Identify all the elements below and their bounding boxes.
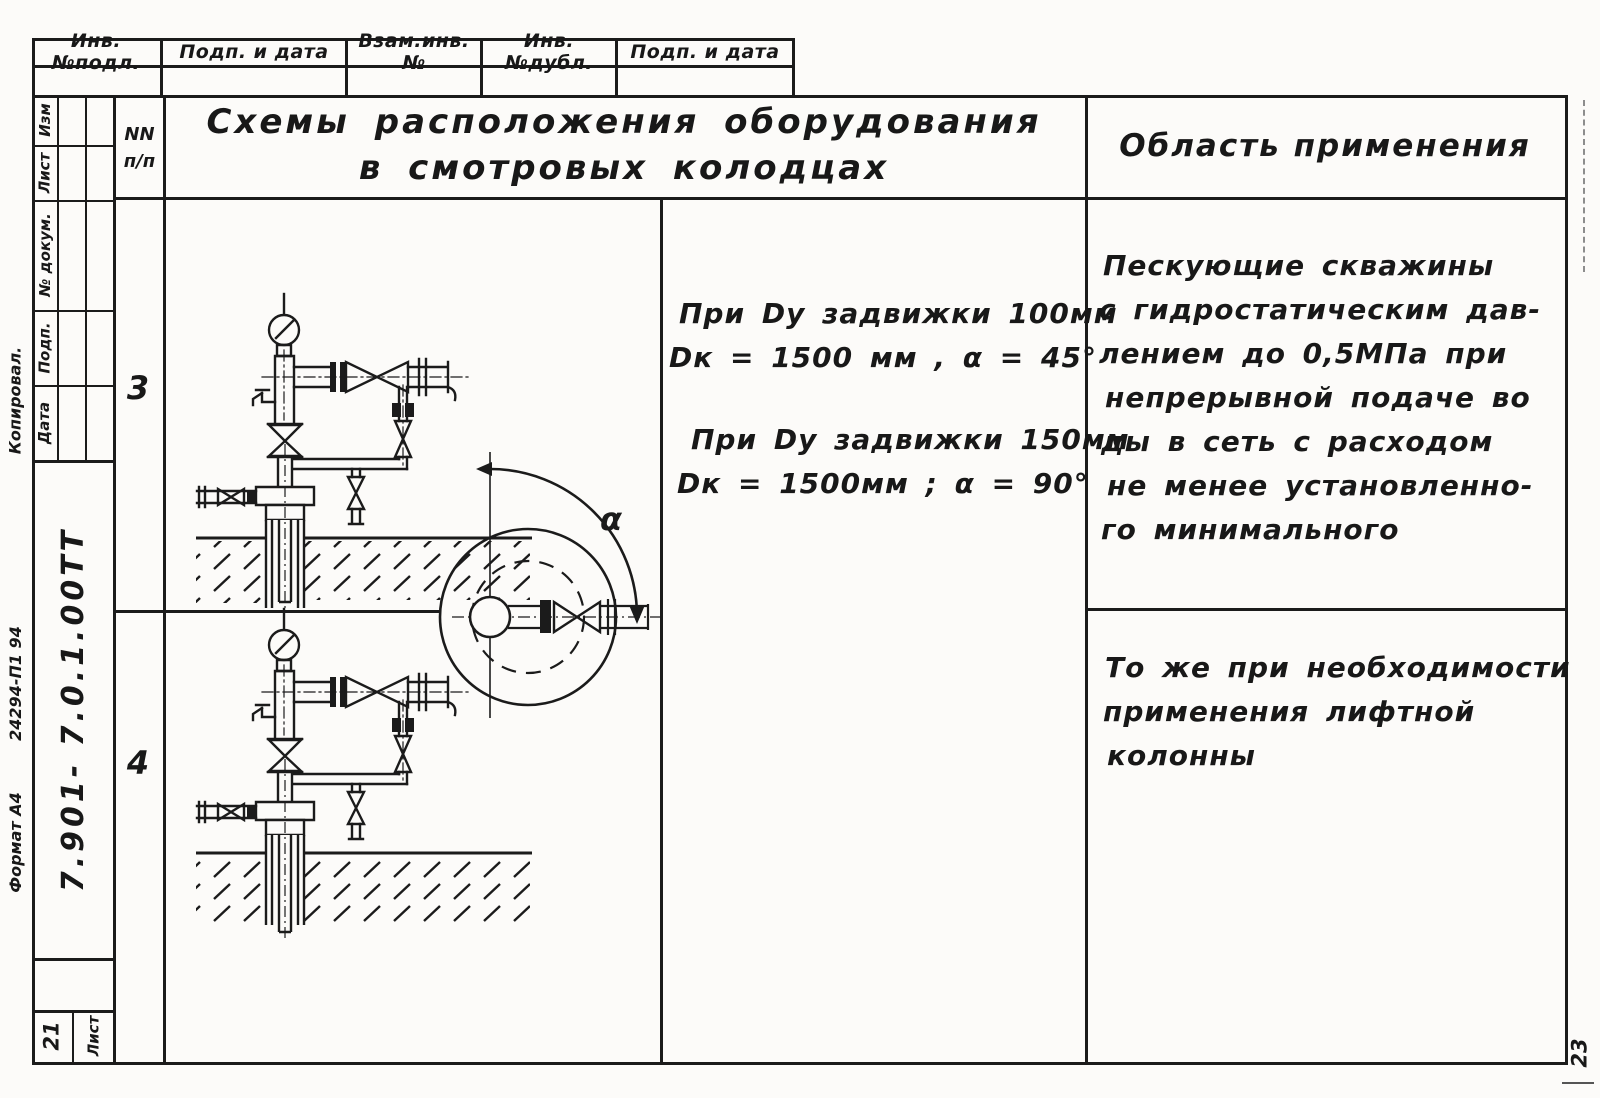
grid-line [57,95,59,460]
application-line: непрерывной подаче во [1105,381,1531,414]
margin-order [0,598,32,768]
margin-page-number [1562,1028,1598,1078]
row-number-4 [113,728,163,798]
grid-line [163,95,166,1065]
grid-line [660,197,663,1065]
application-line: колонны [1107,739,1256,772]
scheme-3-drawing [196,294,532,612]
sidebar-label: Дата [35,401,54,444]
sidebar-cell-podp [32,310,57,385]
grid-line [32,958,115,961]
margin-dashed-mark [1583,100,1585,272]
sidebar-label: Подп. [35,321,54,374]
margin-order-text: 24294-П1 94 [5,625,25,741]
margin-copied-text: Копировал. [5,346,25,454]
sidebar-cell-izm [32,95,57,145]
grid-line [85,95,87,460]
grid-line [792,38,795,95]
row-number-3 [113,355,163,420]
margin-copied [0,330,32,470]
notes-cell [665,197,1130,1062]
note-line: При Dу задвижки 150мм [691,423,1130,456]
row-number-text: 4 [126,744,150,782]
stamp-cell-podp-data-1 [163,38,345,66]
sheet-label: Лист [84,1015,103,1057]
margin-format [0,775,32,910]
application-line: лением до 0,5МПа при [1099,337,1508,370]
column-header-schemes [163,98,1085,194]
application-line: Пескующие скважины [1103,249,1495,282]
stamp-cell-inv-dubl [483,30,615,74]
grid-line [1562,1082,1594,1084]
page-number: 23 [1567,1038,1592,1068]
nn-line2: п/п [123,150,156,172]
sidebar-cell-dokum [32,200,57,310]
stamp-cell-label: Инв.№дубл. [505,30,593,74]
note-line: Dк = 1500мм ; α = 90° [677,467,1089,500]
sidebar-cell-list [32,145,57,200]
sidebar-label: Лист [35,152,54,193]
sheet-number: 21 [39,1021,64,1051]
application-line: не менее установленно- [1107,469,1534,502]
application-line: ды в сеть с расходом [1101,425,1494,458]
application-cell-row4 [1085,611,1571,1062]
application-line: с гидростатическим дав- [1099,293,1541,326]
stamp-cell-label: Взам.инв.№ [358,30,470,74]
grid-line [32,1062,1568,1065]
application-line: То же при необходимости [1105,651,1571,684]
stamp-cell-inv-podl [32,30,160,74]
application-line: го минимального [1101,513,1400,546]
sheet-label-cell [74,1010,113,1062]
doc-number: 7.901- 7.0.1.00ТТ [56,526,91,892]
grid-line [1565,95,1568,1065]
nn-line1: NN [124,123,155,145]
grid-line [113,610,439,613]
sidebar-doc-number-cell [32,460,115,958]
sheet-number-cell [32,1010,72,1062]
sidebar-label: Изм [35,103,54,137]
stamp-cell-vzam-inv [348,30,480,74]
stamp-cell-label: Подп. и дата [179,41,329,63]
column-header-application [1085,98,1565,194]
note-line: Dк = 1500 мм , α = 45° [669,341,1097,374]
scheme-4-drawing [196,609,532,938]
schemes-title-line2: в смотровых колодцах [358,148,890,188]
note-line: При Dу задвижки 100мм [679,297,1118,330]
stamp-cell-podp-data-2 [618,38,792,66]
application-title: Область применения [1119,128,1531,164]
stamp-cell-label: Инв.№подл. [51,30,141,74]
schemes-title-line1: Схемы расположения оборудования [206,102,1042,143]
sidebar-label: № докум. [35,213,54,297]
row-number-text: 3 [126,368,150,407]
stamp-cell-label: Подп. и дата [630,41,780,63]
margin-format-text: Формат А4 [5,792,25,893]
application-line: применения лифтной [1103,695,1476,728]
column-header-nn [116,100,163,195]
alpha-label: α [600,500,622,538]
sidebar-cell-data [32,385,57,460]
application-cell-row3 [1085,197,1565,608]
